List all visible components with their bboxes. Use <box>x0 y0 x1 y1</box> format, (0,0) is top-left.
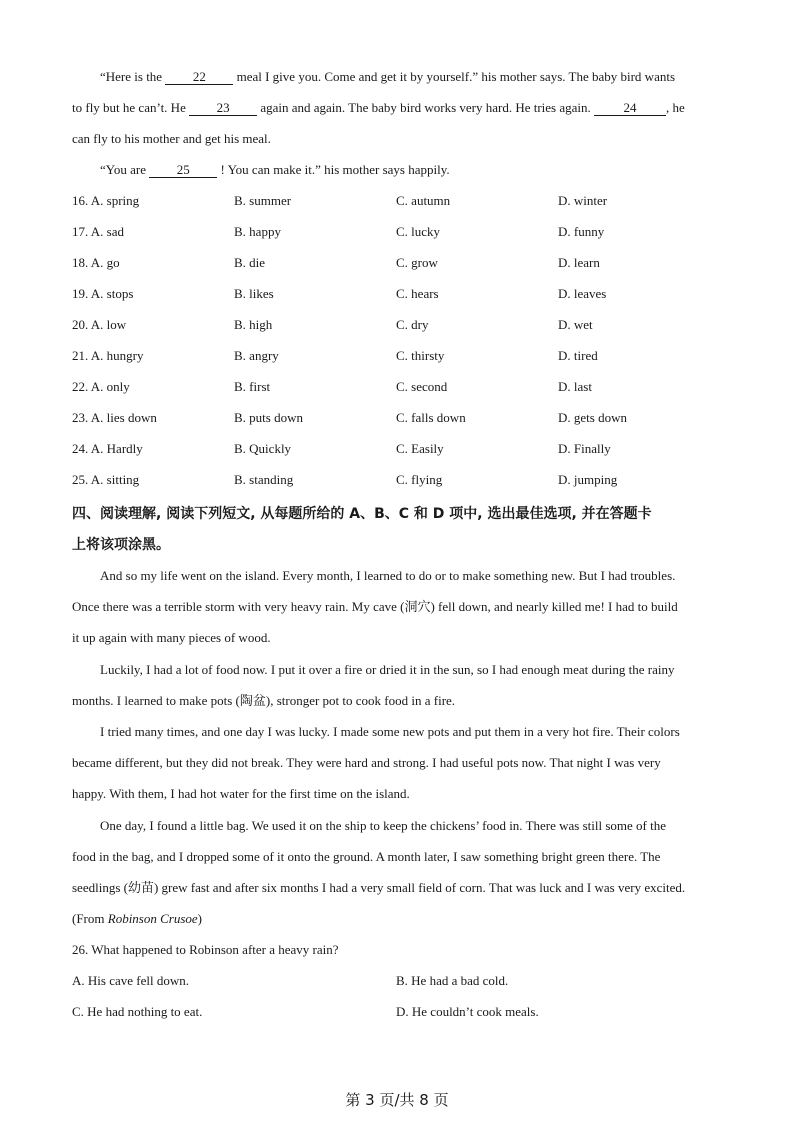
option-a: 20. A. low <box>72 317 127 332</box>
options-row <box>72 348 732 364</box>
section-heading: 上将该项涂黑。 <box>72 537 170 553</box>
options-row <box>72 379 732 395</box>
cloze-paragraph-line <box>100 69 675 85</box>
passage-line: it up again with many pieces of wood. <box>72 630 271 645</box>
answer-c: C. He had nothing to eat. <box>72 1004 203 1019</box>
option-a: 23. A. lies down <box>72 410 157 425</box>
option-b: B. Quickly <box>234 441 292 456</box>
option-d: D. learn <box>558 255 600 270</box>
options-row <box>72 410 732 426</box>
options-row <box>72 286 732 302</box>
answer-a: A. His cave fell down. <box>72 973 189 988</box>
cloze-text: again and again. The baby bird works very hard. He tries again. <box>257 100 595 115</box>
option-d: D. winter <box>558 193 608 208</box>
passage-line: happy. With them, I had hot water for the first time on the island. <box>72 786 410 801</box>
option-c: C. flying <box>396 472 443 487</box>
options-row <box>72 441 732 457</box>
option-b: B. summer <box>234 193 292 208</box>
blank-25: 25 <box>149 163 217 178</box>
option-c: C. thirsty <box>396 348 445 363</box>
option-b: B. puts down <box>234 410 303 425</box>
cloze-text: , he <box>666 100 685 115</box>
option-d: D. leaves <box>558 286 607 301</box>
option-b: B. likes <box>234 286 274 301</box>
question-26: 26. What happened to Robinson after a heavy rain? <box>72 942 339 957</box>
option-a: 25. A. sitting <box>72 472 140 487</box>
answer-row <box>72 1004 732 1020</box>
cloze-paragraph-line <box>100 162 450 178</box>
options-row <box>72 317 732 333</box>
cloze-text: “Here is the <box>100 69 166 84</box>
passage-line: Once there was a terrible storm with very heavy rain. My cave (洞穴) fell down, and nearly killed me! I had to build <box>72 599 678 614</box>
options-row <box>72 255 732 271</box>
passage-line: And so my life went on the island. Every month, I learned to do or to make something new. But I had troubles. <box>100 568 676 583</box>
option-c: C. dry <box>396 317 429 332</box>
option-a: 18. A. go <box>72 255 120 270</box>
section-heading: 四、阅读理解, 阅读下列短文, 从每题所给的 A、B、C 和 D 项中, 选出最佳选项, 并在答题卡 <box>72 506 652 522</box>
passage-line: months. I learned to make pots (陶盆), stronger pot to cook food in a fire. <box>72 693 456 708</box>
source-title: Robinson Crusoe <box>107 911 198 926</box>
passage-line: food in the bag, and I dropped some of it onto the ground. A month later, I saw something bright green there. The <box>72 849 661 864</box>
option-b: B. angry <box>234 348 279 363</box>
option-d: D. wet <box>558 317 593 332</box>
cloze-text: ! You can make it.” his mother says happily. <box>217 162 450 177</box>
passage-source <box>72 911 202 927</box>
cloze-text: meal I give you. Come and get it by yourself.” his mother says. The baby bird wants <box>233 69 676 84</box>
option-d: D. jumping <box>558 472 618 487</box>
blank-22: 22 <box>165 70 233 85</box>
option-b: B. happy <box>234 224 281 239</box>
option-c: C. lucky <box>396 224 441 239</box>
option-d: D. Finally <box>558 441 611 456</box>
cloze-paragraph-line <box>72 100 685 116</box>
options-row <box>72 472 732 488</box>
option-c: C. Easily <box>396 441 444 456</box>
source-suffix: ) <box>197 911 203 926</box>
option-c: C. falls down <box>396 410 466 425</box>
options-row <box>72 224 732 240</box>
option-a: 17. A. sad <box>72 224 124 239</box>
option-a: 22. A. only <box>72 379 130 394</box>
option-b: B. die <box>234 255 266 270</box>
option-b: B. high <box>234 317 273 332</box>
option-a: 16. A. spring <box>72 193 140 208</box>
option-d: D. gets down <box>558 410 627 425</box>
option-a: 19. A. stops <box>72 286 134 301</box>
passage-line: One day, I found a little bag. We used it on the ship to keep the chickens’ food in. There was still some of the <box>100 818 667 833</box>
option-c: C. autumn <box>396 193 451 208</box>
options-row <box>72 193 732 209</box>
option-c: C. hears <box>396 286 439 301</box>
option-b: B. standing <box>234 472 294 487</box>
answer-d: D. He couldn’t cook meals. <box>396 1004 539 1019</box>
option-b: B. first <box>234 379 271 394</box>
passage-line: I tried many times, and one day I was lucky. I made some new pots and put them in a very hot fire. Their colors <box>100 724 680 739</box>
option-d: D. last <box>558 379 592 394</box>
cloze-text: “You are <box>100 162 150 177</box>
blank-23: 23 <box>189 101 257 116</box>
option-a: 24. A. Hardly <box>72 441 143 456</box>
option-d: D. funny <box>558 224 605 239</box>
answer-row <box>72 973 732 989</box>
blank-24: 24 <box>594 101 666 116</box>
option-c: C. grow <box>396 255 438 270</box>
passage-line: Luckily, I had a lot of food now. I put it over a fire or dried it in the sun, so I had enough meat during the rainy <box>100 662 675 677</box>
source-prefix: (From <box>72 911 108 926</box>
option-c: C. second <box>396 379 448 394</box>
passage-line: became different, but they did not break. They were hard and strong. I had useful pots now. That night I was very <box>72 755 661 770</box>
answer-b: B. He had a bad cold. <box>396 973 509 988</box>
option-d: D. tired <box>558 348 598 363</box>
page-number: 第 3 页/共 8 页 <box>345 1091 449 1109</box>
passage-line: seedlings (幼苗) grew fast and after six months I had a very small field of corn. That was luck and I was very excited. <box>72 880 686 895</box>
option-a: 21. A. hungry <box>72 348 144 363</box>
cloze-text: to fly but he can’t. He <box>72 100 190 115</box>
cloze-paragraph-line: can fly to his mother and get his meal. <box>72 131 271 146</box>
